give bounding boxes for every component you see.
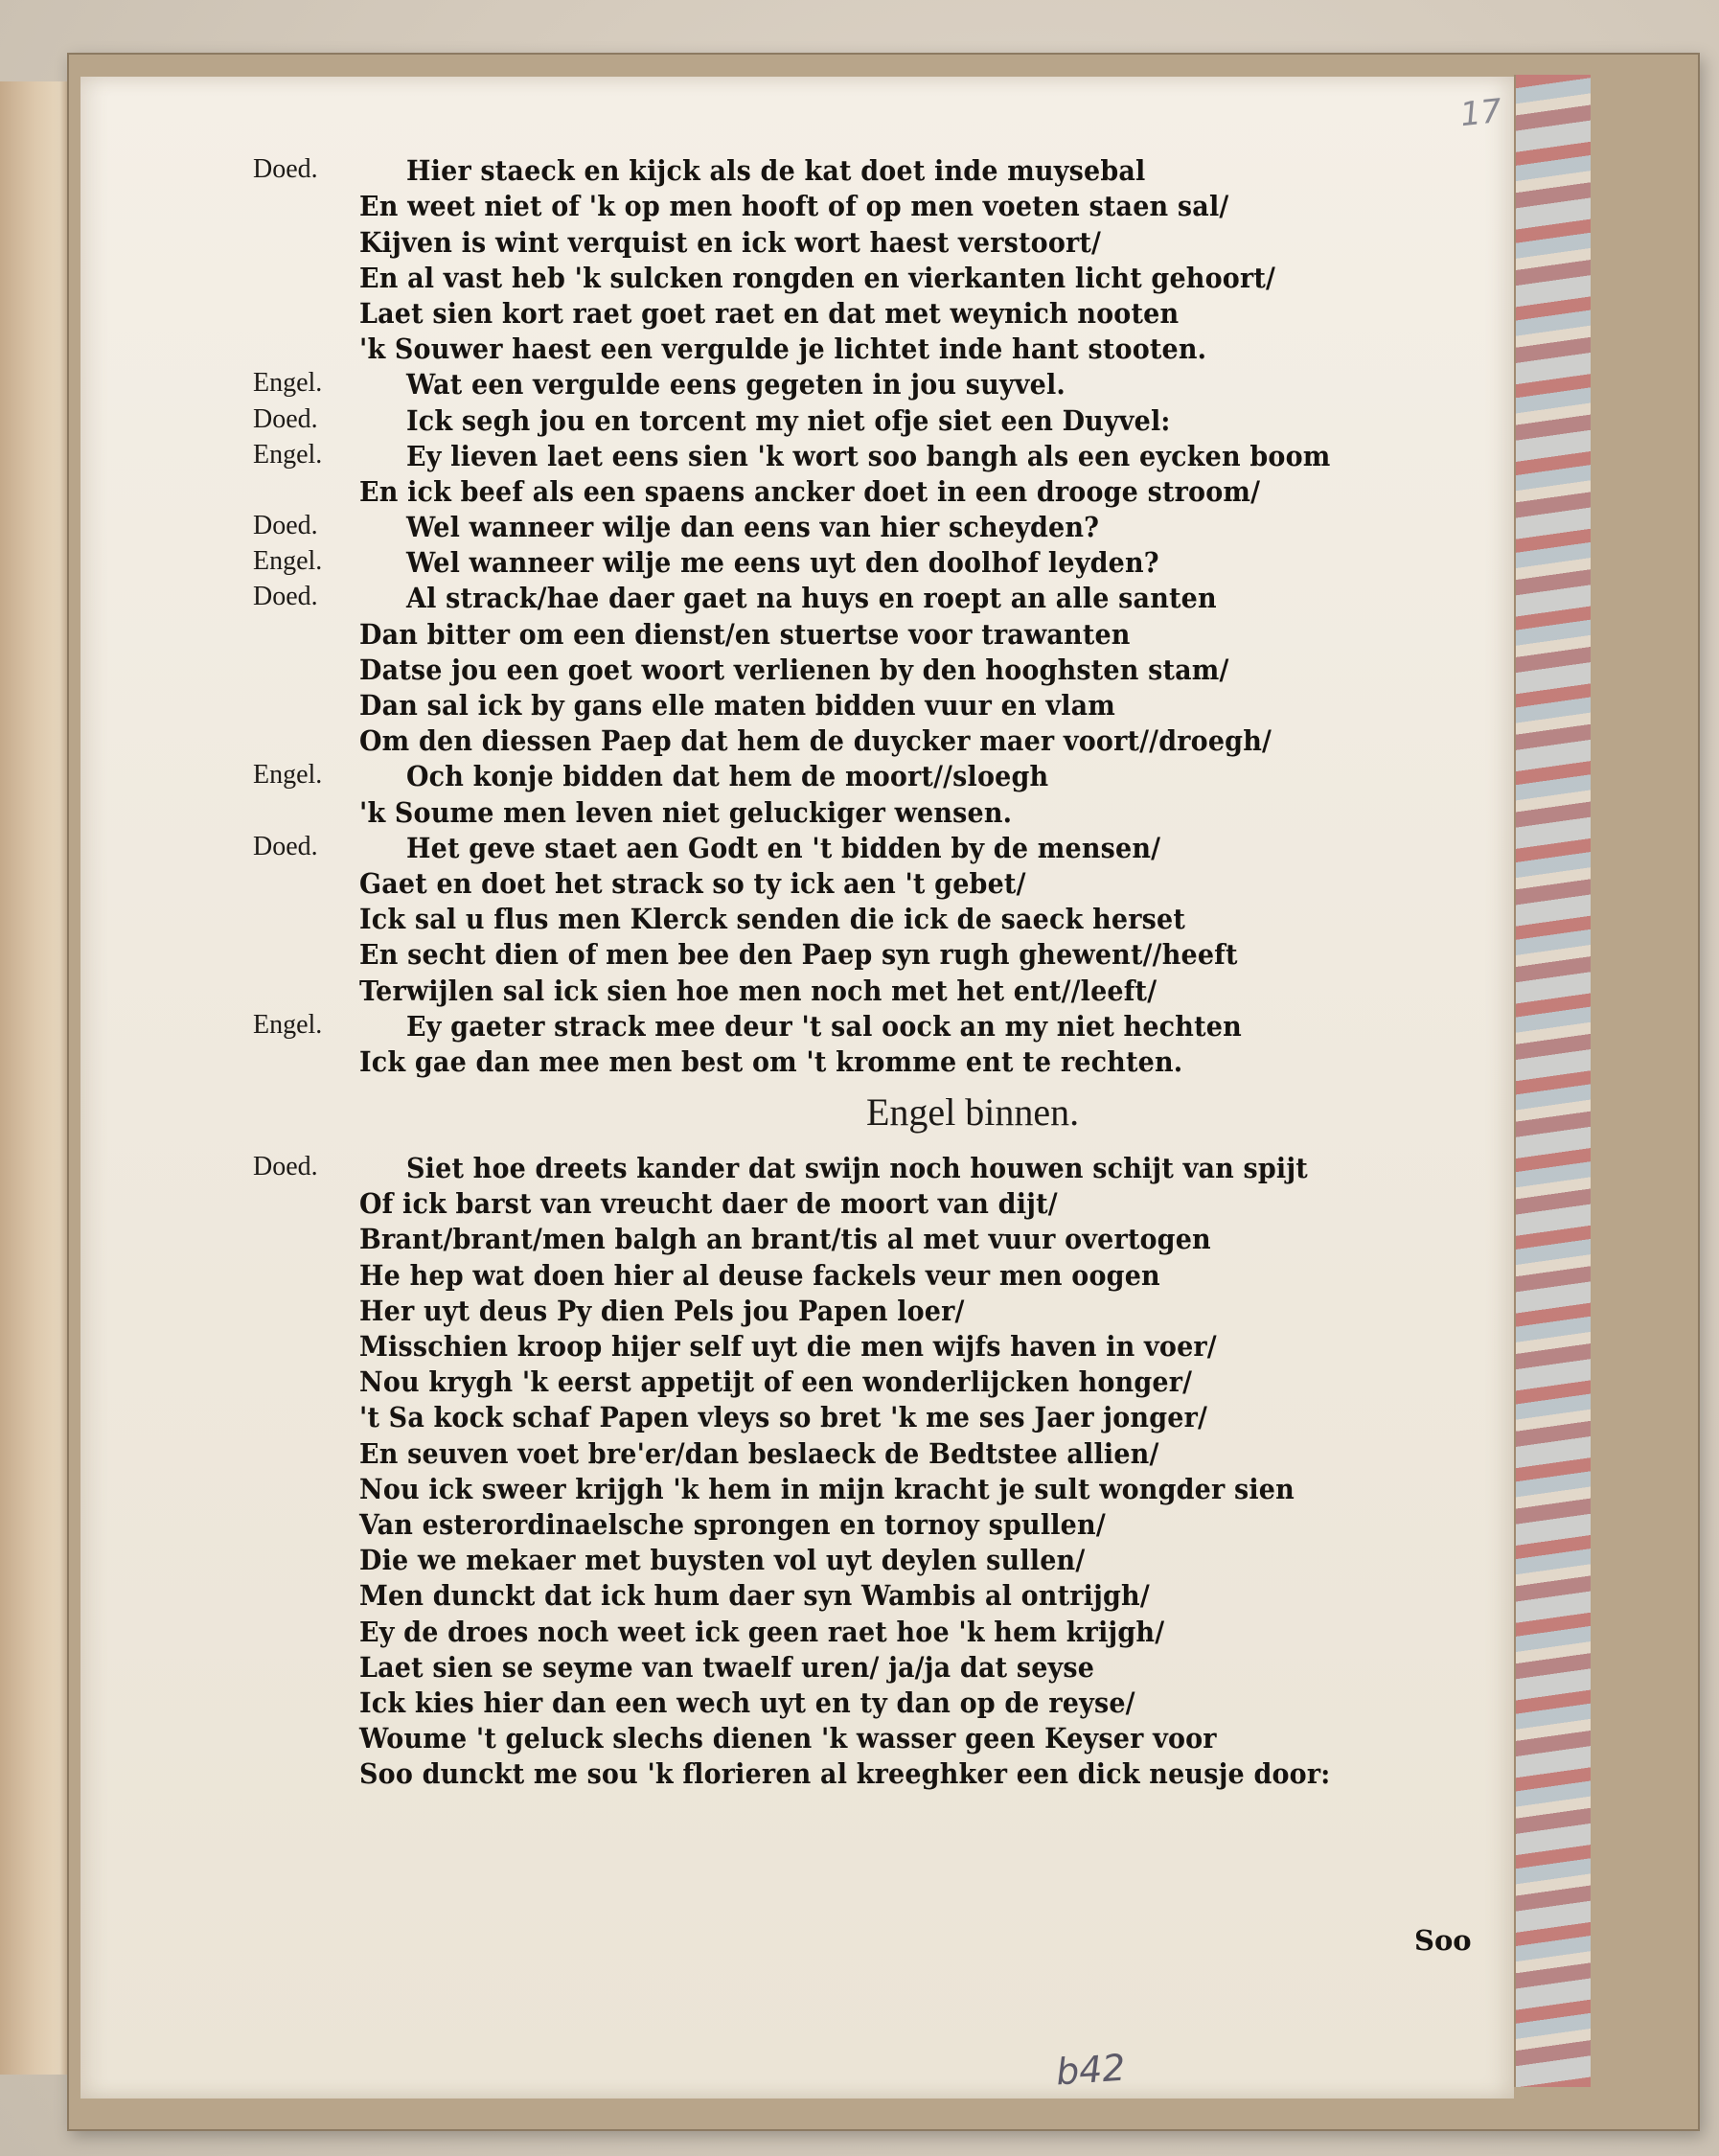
verse-line	[253, 1220, 1460, 1255]
verse-text: Hier staeck en kijck als de kat doet inde muysebal	[406, 154, 1146, 188]
verse-block-1	[253, 151, 1460, 1078]
verse-text: Brant/brant/men balgh an brant/tis al met vuur overtogen	[359, 1223, 1211, 1256]
verse-text: Dan bitter om een dienst/en stuertse voor trawanten	[359, 617, 1131, 651]
verse-text: Gaet en doet het strack so ty ick aen 't gebet/	[359, 866, 1026, 900]
verse-text: Och konje bidden dat hem de moort//sloegh	[406, 760, 1049, 793]
speaker-label: Engel.	[253, 368, 323, 399]
verse-line	[253, 1470, 1460, 1505]
speaker-label: Engel.	[253, 760, 323, 791]
verse-line	[253, 1612, 1460, 1647]
verse-line	[253, 508, 1460, 543]
speaker-label: Engel.	[253, 439, 323, 470]
printed-page	[80, 77, 1514, 2099]
speaker-label: Doed.	[253, 1152, 318, 1182]
verse-line	[253, 1576, 1460, 1612]
verse-line	[253, 1149, 1460, 1184]
text-block	[253, 151, 1460, 1790]
verse-line	[253, 1398, 1460, 1434]
verse-text: Soo dunckt me sou 'k florieren al kreeghker een dick neusje door:	[359, 1757, 1331, 1791]
verse-text: Nou krygh 'k eerst appetijt of een wonderlijcken honger/	[359, 1365, 1193, 1399]
verse-text: En ick beef als een spaens ancker doet in een drooge stroom/	[359, 474, 1261, 508]
verse-line	[253, 1184, 1460, 1220]
verse-text: Siet hoe dreets kander dat swijn noch houwen schijt van spijt	[406, 1152, 1308, 1185]
verse-line	[253, 864, 1460, 900]
verse-line	[253, 651, 1460, 686]
verse-line	[253, 935, 1460, 971]
verse-line	[253, 365, 1460, 401]
verse-line	[253, 792, 1460, 828]
verse-line	[253, 1043, 1460, 1078]
verse-text: Ick kies hier dan een wech uyt en ty dan op de reyse/	[359, 1686, 1135, 1719]
verse-text: En seuven voet bre'er/dan beslaeck de Bedtstee allien/	[359, 1436, 1159, 1470]
speaker-label: Engel.	[253, 1009, 323, 1040]
verse-text: Woume 't geluck slechs dienen 'k wasser geen Keyser voor	[359, 1722, 1217, 1755]
verse-line	[253, 259, 1460, 294]
verse-line	[253, 579, 1460, 614]
verse-line	[253, 330, 1460, 365]
speaker-label: Doed.	[253, 403, 318, 434]
verse-line	[253, 543, 1460, 579]
verse-line	[253, 971, 1460, 1006]
verse-line	[253, 1719, 1460, 1755]
verse-text: En weet niet of 'k op men hooft of op men voeten staen sal/	[359, 190, 1229, 223]
verse-line	[253, 829, 1460, 864]
shelfmark-note: b42	[1054, 2046, 1127, 2094]
verse-line	[253, 1292, 1460, 1327]
verse-line	[253, 722, 1460, 757]
verse-text: Van esterordinaelsche sprongen en tornoy spullen/	[359, 1507, 1106, 1541]
verse-text: 't Sa kock schaf Papen vleys so bret 'k me ses Jaer jonger/	[359, 1401, 1208, 1434]
verse-line	[253, 1255, 1460, 1291]
verse-text: Misschien kroop hijer self uyt die men wijfs haven in voer/	[359, 1330, 1217, 1363]
verse-block-2	[253, 1149, 1460, 1790]
verse-text: Datse jou een goet woort verlienen by den hooghsten stam/	[359, 653, 1229, 686]
verse-text: Laet sien kort raet goet raet en dat met weynich nooten	[359, 296, 1180, 330]
folio-number: 17	[1458, 91, 1504, 135]
verse-text: Ick gae dan mee men best om 't kromme ent te rechten.	[359, 1044, 1183, 1078]
verse-line	[253, 1541, 1460, 1576]
verse-line	[253, 1755, 1460, 1790]
verse-text: Wat een vergulde eens gegeten in jou suyvel.	[406, 368, 1066, 401]
marbled-edge	[1514, 75, 1591, 2087]
verse-text: Kijven is wint verquist en ick wort haest verstoort/	[359, 225, 1102, 259]
facing-page-edge	[0, 81, 77, 2075]
verse-line	[253, 900, 1460, 935]
verse-text: Terwijlen sal ick sien hoe men noch met het ent//leeft/	[359, 974, 1157, 1007]
verse-text: Laet sien se seyme van twaelf uren/ ja/ja dat seyse	[359, 1650, 1095, 1684]
speaker-label: Doed.	[253, 511, 318, 541]
speaker-label: Doed.	[253, 831, 318, 861]
verse-text: Ey gaeter strack mee deur 't sal oock an my niet hechten	[406, 1009, 1242, 1043]
verse-text: Nou ick sweer krijgh 'k hem in mijn kracht je sult wongder sien	[359, 1472, 1295, 1505]
verse-text: Ick sal u flus men Klerck senden die ick de saeck herset	[359, 903, 1185, 936]
verse-text: En secht dien of men bee den Paep syn rugh ghewent//heeft	[359, 938, 1238, 972]
verse-line	[253, 1505, 1460, 1541]
heading-line	[253, 1078, 1460, 1149]
verse-text: Wel wanneer wilje me eens uyt den doolhof leyden?	[406, 546, 1159, 580]
verse-line	[253, 686, 1460, 722]
verse-line	[253, 437, 1460, 472]
verse-text: 'k Souwer haest een vergulde je lichtet inde hant stooten.	[359, 333, 1207, 366]
verse-text: Al strack/hae daer gaet na huys en roept an alle santen	[406, 582, 1217, 615]
verse-line	[253, 1684, 1460, 1719]
verse-text: Ey de droes noch weet ick geen raet hoe 'k hem krijgh/	[359, 1615, 1165, 1648]
verse-line	[253, 757, 1460, 792]
verse-text: Of ick barst van vreucht daer de moort van dijt/	[359, 1187, 1058, 1221]
verse-line	[253, 1007, 1460, 1043]
verse-line	[253, 222, 1460, 258]
verse-line	[253, 614, 1460, 650]
verse-line	[253, 1434, 1460, 1469]
speaker-label: Engel.	[253, 546, 323, 577]
verse-line	[253, 187, 1460, 222]
verse-text: Her uyt deus Py dien Pels jou Papen loer/	[359, 1294, 965, 1327]
verse-text: Om den diessen Paep dat hem de duycker maer voort//droegh/	[359, 724, 1272, 758]
catchword: Soo	[1414, 1924, 1472, 1957]
verse-line	[253, 294, 1460, 330]
verse-text: Men dunckt dat ick hum daer syn Wambis al ontrijgh/	[359, 1579, 1150, 1613]
verse-line	[253, 151, 1460, 187]
scene-heading: Engel binnen.	[866, 1089, 1080, 1134]
speaker-label: Doed.	[253, 154, 318, 185]
verse-text: Ey lieven laet eens sien 'k wort soo bangh als een eycken boom	[406, 439, 1331, 472]
verse-line	[253, 401, 1460, 436]
verse-text: Het geve staet aen Godt en 't bidden by de mensen/	[406, 831, 1161, 864]
verse-text: Ick segh jou en torcent my niet ofje siet een Duyvel:	[406, 403, 1171, 437]
verse-text: 'k Soume men leven niet geluckiger wensen.	[359, 795, 1013, 829]
verse-text: Die we mekaer met buysten vol uyt deylen sullen/	[359, 1544, 1086, 1577]
speaker-label: Doed.	[253, 582, 318, 612]
verse-text: Dan sal ick by gans elle maten bidden vuur en vlam	[359, 689, 1116, 722]
verse-text: En al vast heb 'k sulcken rongden en vierkanten licht gehoort/	[359, 261, 1276, 294]
verse-line	[253, 472, 1460, 508]
verse-text: He hep wat doen hier al deuse fackels veur men oogen	[359, 1258, 1160, 1292]
verse-line	[253, 1327, 1460, 1363]
verse-line	[253, 1363, 1460, 1398]
verse-text: Wel wanneer wilje dan eens van hier scheyden?	[406, 511, 1100, 544]
verse-line	[253, 1648, 1460, 1684]
